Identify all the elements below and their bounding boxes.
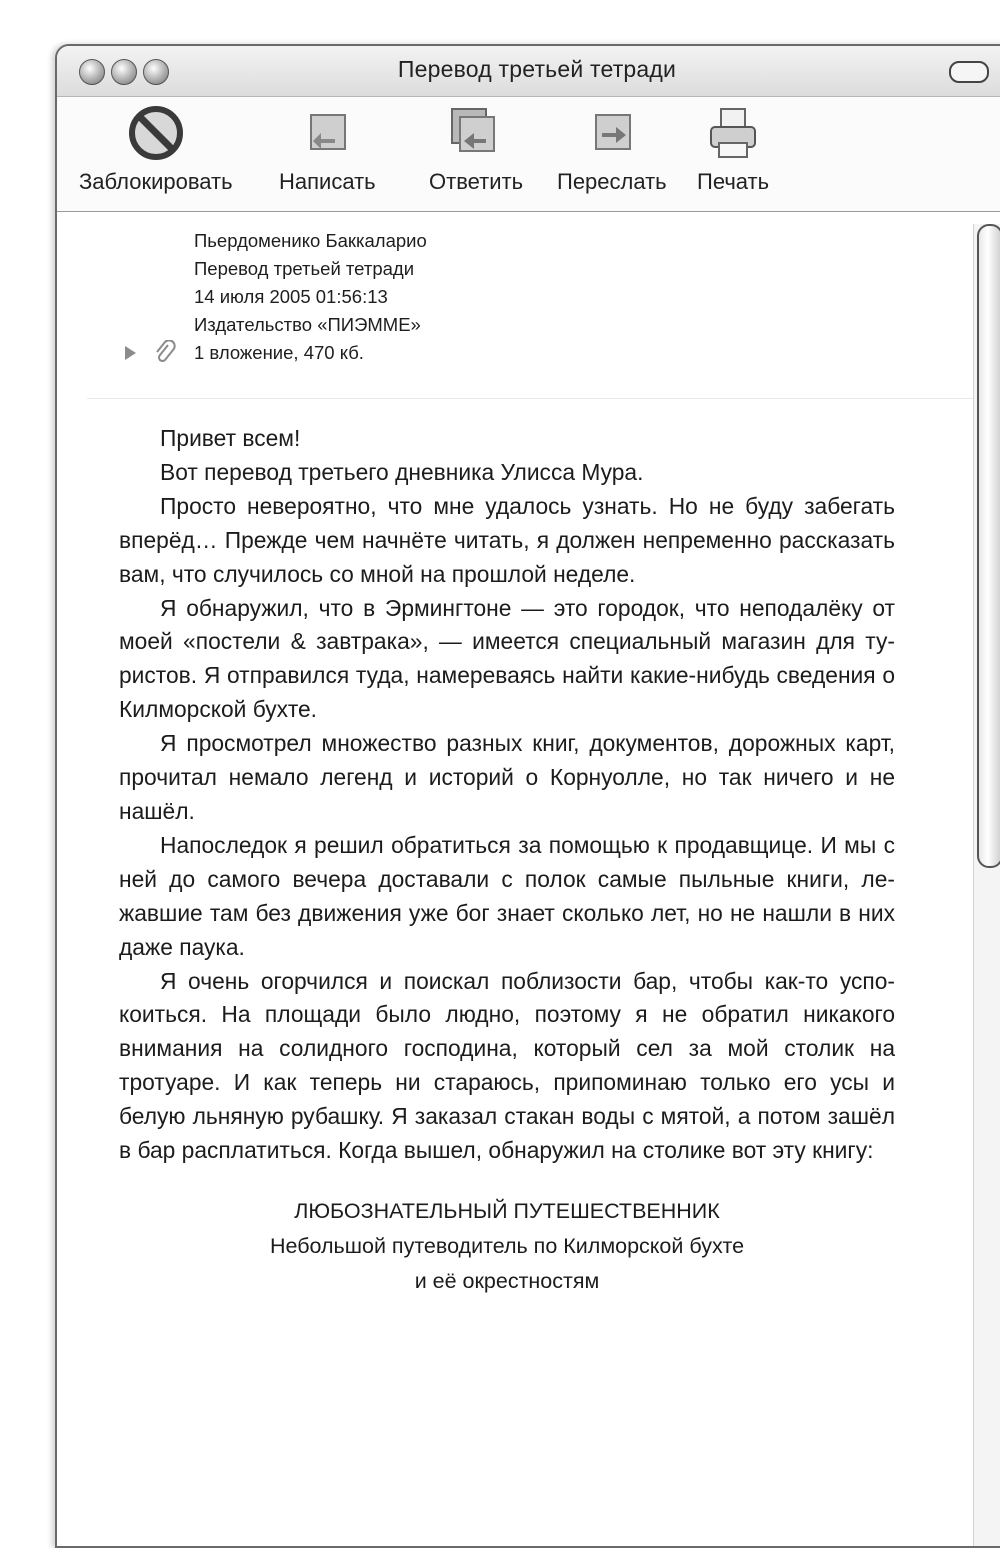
book-title: ЛЮБОЗНАТЕЛЬНЫЙ ПУТЕШЕСТВЕННИК xyxy=(294,1198,720,1223)
compose-button-label: Написать xyxy=(279,169,376,194)
body-paragraph: Я очень огорчился и поискал поблизости бар, чтобы как-то успокоиться. На площади было людно, поэтому я не обратил никакого внимания на солидного господина, который сел за мой столик на тротуаре. И как теперь ни стараюсь, припоминаю только его усы и белую льняную рубашку. Я заказал стакан воды с мятой, а потом зашёл в бар расплатиться. Когда вышел, обнаружил на столике вот эту книгу: xyxy=(119,967,895,1164)
message-headers xyxy=(57,228,1000,378)
attachment-disclosure-triangle[interactable] xyxy=(125,346,136,360)
scrollbar-thumb[interactable] xyxy=(977,224,1000,868)
body-paragraph: Я просмотрел множество разных книг, документов, дорожных карт, прочитал немало легенд и историй о Корнуолле, но так ничего и не нашёл. xyxy=(119,730,895,824)
print-button[interactable] xyxy=(697,103,769,195)
window-title: Перевод третьей тетради xyxy=(397,56,677,82)
block-icon xyxy=(126,103,186,163)
message-body xyxy=(119,422,895,1299)
header-divider xyxy=(87,398,977,399)
header-attachment xyxy=(57,340,657,366)
body-paragraph: Я обнаружил, что в Эрмингтоне — это городок, что неподалёку от моей «постели & завтрака», — имеется специальный магазин для туристов. Я отправился туда, намереваясь найти какие-нибудь сведения о Килморской бухте. xyxy=(119,594,895,723)
date-value: 14 июля 2005 01:56:13 xyxy=(194,286,388,307)
compose-button[interactable] xyxy=(279,103,376,195)
reply-icon xyxy=(444,103,508,163)
book-title-block xyxy=(119,1194,895,1299)
from-value[interactable]: Пьердоменико Баккаларио xyxy=(194,230,427,251)
to-value[interactable]: Издательство «ПИЭММЕ» xyxy=(194,314,421,335)
block-button[interactable] xyxy=(79,103,233,195)
forward-icon xyxy=(582,103,642,163)
body-paragraph: Вот перевод третьего дневника Улисса Мура. xyxy=(160,458,644,485)
body-paragraph: Напоследок я решил обратиться за помощью к продавщице. И мы с ней до самого вечера доставали с полок самые пыльные книги, лежавшие там без движения уже бог знает сколько лет, но не нашли в них даже паука. xyxy=(119,831,895,960)
body-paragraph: Привет всем! xyxy=(160,425,301,451)
reply-button[interactable] xyxy=(429,103,523,195)
compose-icon xyxy=(297,103,357,163)
printer-icon xyxy=(703,103,763,163)
print-button-label: Печать xyxy=(697,169,770,194)
toolbar xyxy=(57,97,1000,212)
attachment-summary[interactable]: 1 вложение, 470 кб. xyxy=(194,342,364,363)
toolbar-toggle-button[interactable] xyxy=(949,61,989,83)
book-subtitle: Небольшой путеводитель по Килморской бухте xyxy=(269,1233,745,1258)
book-subtitle: и её окрестностям xyxy=(414,1268,600,1293)
vertical-scrollbar[interactable] xyxy=(973,224,1000,1546)
block-button-label: Заблокировать xyxy=(79,169,233,194)
title-bar[interactable] xyxy=(57,46,1000,97)
mail-window xyxy=(55,44,1000,1548)
subject-value: Перевод третьей тетради xyxy=(194,258,415,279)
forward-button-label: Переслать xyxy=(557,169,667,194)
reply-button-label: Ответить xyxy=(429,169,524,194)
body-paragraph: Просто невероятно, что мне удалось узнать. Но не буду забегать вперёд… Прежде чем начнёте читать, я должен непременно рассказать вам, что случилось со мной на прошлой неделе. xyxy=(119,492,895,587)
paperclip-icon xyxy=(153,340,177,366)
forward-button[interactable] xyxy=(557,103,667,195)
